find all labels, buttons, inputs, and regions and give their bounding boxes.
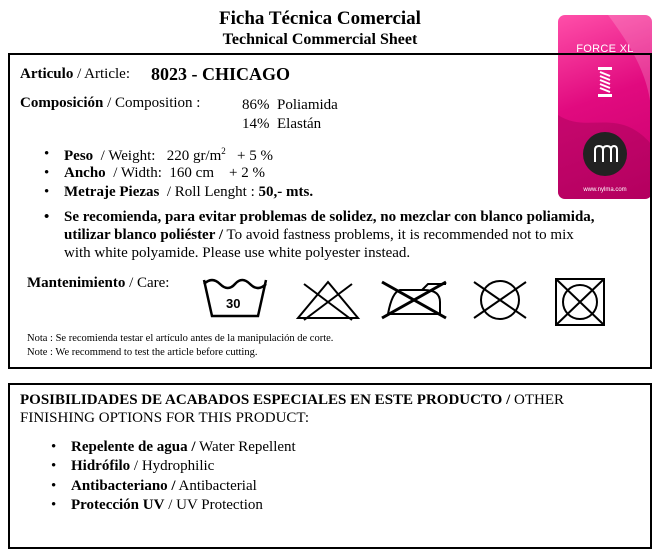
recommendation-es2: utilizar blanco poliéster / [64, 227, 224, 243]
finishing-item-en: Water Repellent [195, 439, 296, 455]
spec-width-tolerance: + 2 % [228, 165, 265, 181]
wash-temp: 30 [226, 296, 241, 311]
finishing-item [71, 439, 296, 456]
article-label-es: Articulo [20, 66, 74, 82]
composition-label-es: Composición [20, 95, 104, 111]
no-tumble-dry-icon [552, 275, 608, 329]
finishing-item-en: / UV Protection [164, 497, 263, 513]
recommendation-line2 [64, 227, 574, 244]
spec-width-value: 160 cm [169, 165, 214, 181]
finishing-item-es: Protección UV [71, 497, 165, 513]
spec-weight-label-es: Peso [64, 148, 94, 164]
article-label-en: / Article: [73, 66, 130, 82]
recommendation-line3: with white polyamide. Please use white polyester instead. [64, 245, 411, 261]
spec-width-label-es: Ancho [64, 165, 106, 181]
spec-width [64, 165, 265, 182]
no-bleach-icon [294, 278, 362, 322]
spec-weight [64, 146, 273, 165]
recommendation-line1: • Se recomienda, para evitar problemas de solidez, no mezclar con blanco poliamida, [64, 209, 595, 226]
recommendation-en1: To avoid fastness problems, it is recommended not to mix [223, 227, 574, 243]
finishing-item-en: / Hydrophilic [130, 458, 215, 474]
no-iron-icon [378, 278, 450, 322]
spec-weight-unit-sup: 2 [221, 146, 226, 156]
spec-weight-value: 220 gr/m [166, 148, 222, 164]
composition-name: Poliamida [277, 97, 338, 113]
finishing-heading-es: POSIBILIDADES DE ACABADOS ESPECIALES EN ESTE PRODUCTO / [20, 392, 511, 408]
note-es: Nota : Se recomienda testar el artículo antes de la manipulación de corte. [27, 333, 334, 344]
article-value: 8023 - CHICAGO [151, 64, 290, 84]
finishing-item-es: Antibacteriano / [71, 478, 176, 494]
composition-pct: 14% [242, 116, 270, 132]
brand-url: www.nylma.com [583, 187, 627, 193]
spec-roll-label-en: / Roll Lenght : [166, 184, 255, 200]
note-en: Note : We recommend to test the article before cutting. [27, 347, 258, 358]
care-label [27, 275, 169, 292]
finishing-item-en: Antibacterial [175, 478, 257, 494]
page-subtitle: Technical Commercial Sheet [222, 31, 418, 48]
article-row [20, 66, 130, 83]
composition-item [242, 116, 321, 133]
spec-width-label-en: / Width: [113, 165, 162, 181]
finishing-heading-en1: OTHER [510, 392, 565, 408]
composition-name: Elastán [277, 116, 322, 132]
spec-roll-label-es: Metraje Piezas [64, 184, 160, 200]
composition-pct: 86% [242, 97, 270, 113]
composition-label [20, 95, 200, 112]
composition-item [242, 97, 338, 114]
care-label-es: Mantenimiento [27, 275, 126, 291]
composition-label-en: / Composition : [103, 95, 201, 111]
finishing-item-es: Hidrófilo [71, 458, 131, 474]
card-label: FORCE XL [576, 43, 634, 55]
finishing-heading-line2: FINISHING OPTIONS FOR THIS PRODUCT: [20, 410, 310, 426]
spec-roll-value: 50,- mts. [258, 184, 314, 200]
finishing-item [71, 458, 214, 475]
spec-weight-label-en: / Weight: [100, 148, 156, 164]
spec-weight-tolerance: + 5 % [237, 148, 273, 164]
no-dry-clean-icon [468, 278, 532, 322]
finishing-heading-line1 [20, 392, 564, 409]
finishing-item-es: Repelente de agua / [71, 439, 196, 455]
care-label-en: / Care: [125, 275, 170, 291]
finishing-item [71, 478, 257, 495]
finishing-item [71, 497, 263, 514]
wash-30-icon [200, 272, 270, 322]
spec-roll [64, 184, 313, 201]
page-title: Ficha Técnica Comercial [219, 8, 421, 29]
